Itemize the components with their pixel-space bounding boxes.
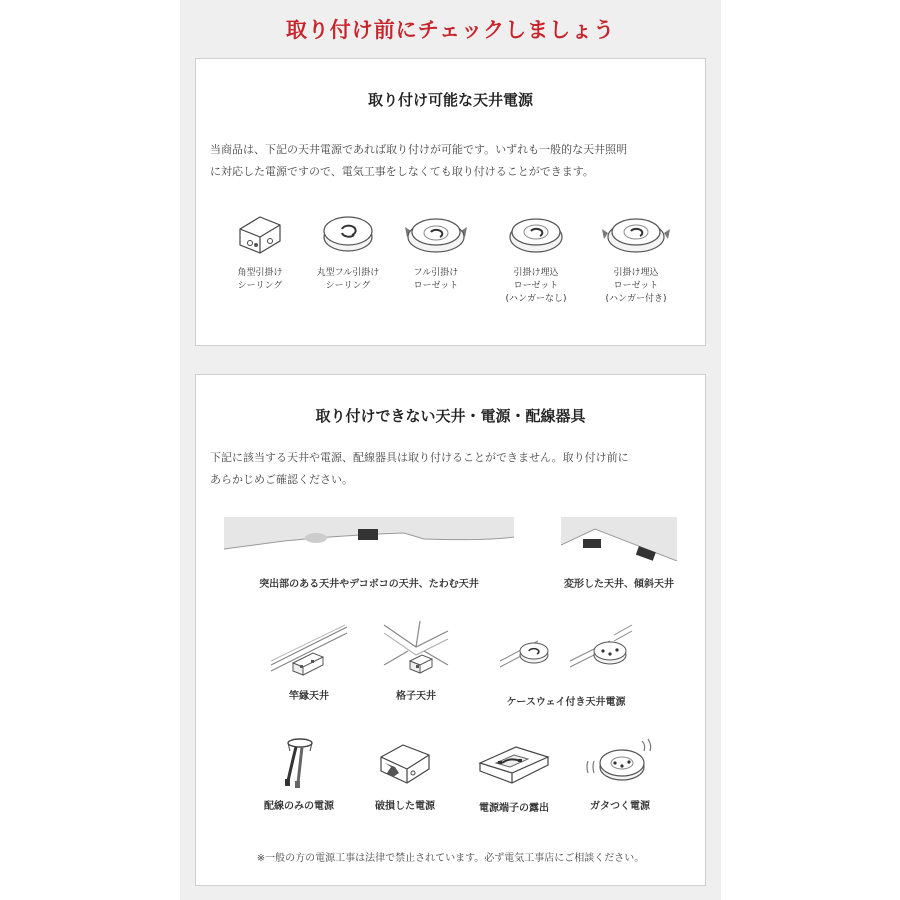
item-label: 突出部のある天井やデコボコの天井、たわむ天井 [259,579,479,590]
damaged-power-icon [373,737,437,789]
item-square-hook-ceiling [216,207,304,293]
item-round-full-hook-ceiling [304,207,392,293]
item-label: 角型引掛け シーリング [237,268,283,291]
caseway-power-icon [498,623,634,677]
batten-ceiling-icon [267,621,351,677]
item-caseway-power [486,623,646,708]
embedded-rosette-hanger-icon [598,207,674,263]
sloped-ceiling-icon [561,517,677,561]
item-label: 引掛け埋込 ローゼット (ハンガーなし) [505,268,567,304]
uneven-ceiling-icon [224,517,514,551]
item-damaged-power [360,737,450,812]
item-label: 配線のみの電源 [264,801,334,812]
compatible-power-description [210,139,694,183]
item-full-hook-rosette [392,207,480,293]
loose-power-icon [584,737,656,789]
description-line: あらかじめご確認ください。 [210,473,353,486]
exposed-terminal-icon [476,741,552,789]
full-hook-rosette-icon [401,207,471,263]
item-label: 引掛け埋込 ローゼット (ハンガー付き) [605,268,667,304]
item-label: ケースウェイ付き天井電源 [506,697,626,708]
item-embedded-rosette [486,207,586,306]
description-line: 当商品は、下記の天井電源であれば取り付けが可能です。いずれも一般的な天井照明 [210,143,628,156]
item-batten-ceiling [264,621,354,702]
item-wiring-only [254,737,344,812]
item-label: 丸型フル引掛け シーリング [316,268,380,291]
description-line: に対応した電源ですので、電気工事をしなくても取り付けることができます。 [210,165,594,178]
item-sloped-ceiling [554,517,684,590]
item-label: 格子天井 [396,691,436,702]
item-exposed-terminal [464,741,564,814]
wiring-only-icon [274,737,324,789]
compatible-power-card [195,58,706,346]
item-lattice-ceiling [376,617,456,702]
item-loose-power [570,737,670,812]
item-label: 破損した電源 [375,801,435,812]
compatible-power-title: 取り付け可能な天井電源 [367,91,533,109]
description-line: 下記に該当する天井や電源、配線器具は取り付けることができません。取り付け前に [210,451,629,464]
embedded-rosette-icon [505,207,567,263]
square-hook-ceiling-icon [230,207,290,263]
incompatible-power-description [210,447,694,491]
item-embedded-rosette-hanger [586,207,686,306]
lattice-ceiling-icon [380,617,452,679]
round-full-hook-ceiling-icon [318,207,378,263]
legal-note: ※一般の方の電源工事は法律で禁止されています。必ず電気工事店にご相談ください。 [256,853,645,864]
item-label: フル引掛け ローゼット [413,268,459,291]
item-label: 変形した天井、傾斜天井 [564,579,674,590]
page-title: 取り付け前にチェックしましょう [285,18,616,42]
item-label: 竿縁天井 [289,691,329,702]
incompatible-power-title: 取り付けできない天井・電源・配線器具 [315,407,586,425]
item-uneven-ceiling [224,517,514,590]
item-label: 電源端子の露出 [479,803,549,814]
incompatible-power-card [195,374,706,886]
item-label: ガタつく電源 [590,801,650,812]
